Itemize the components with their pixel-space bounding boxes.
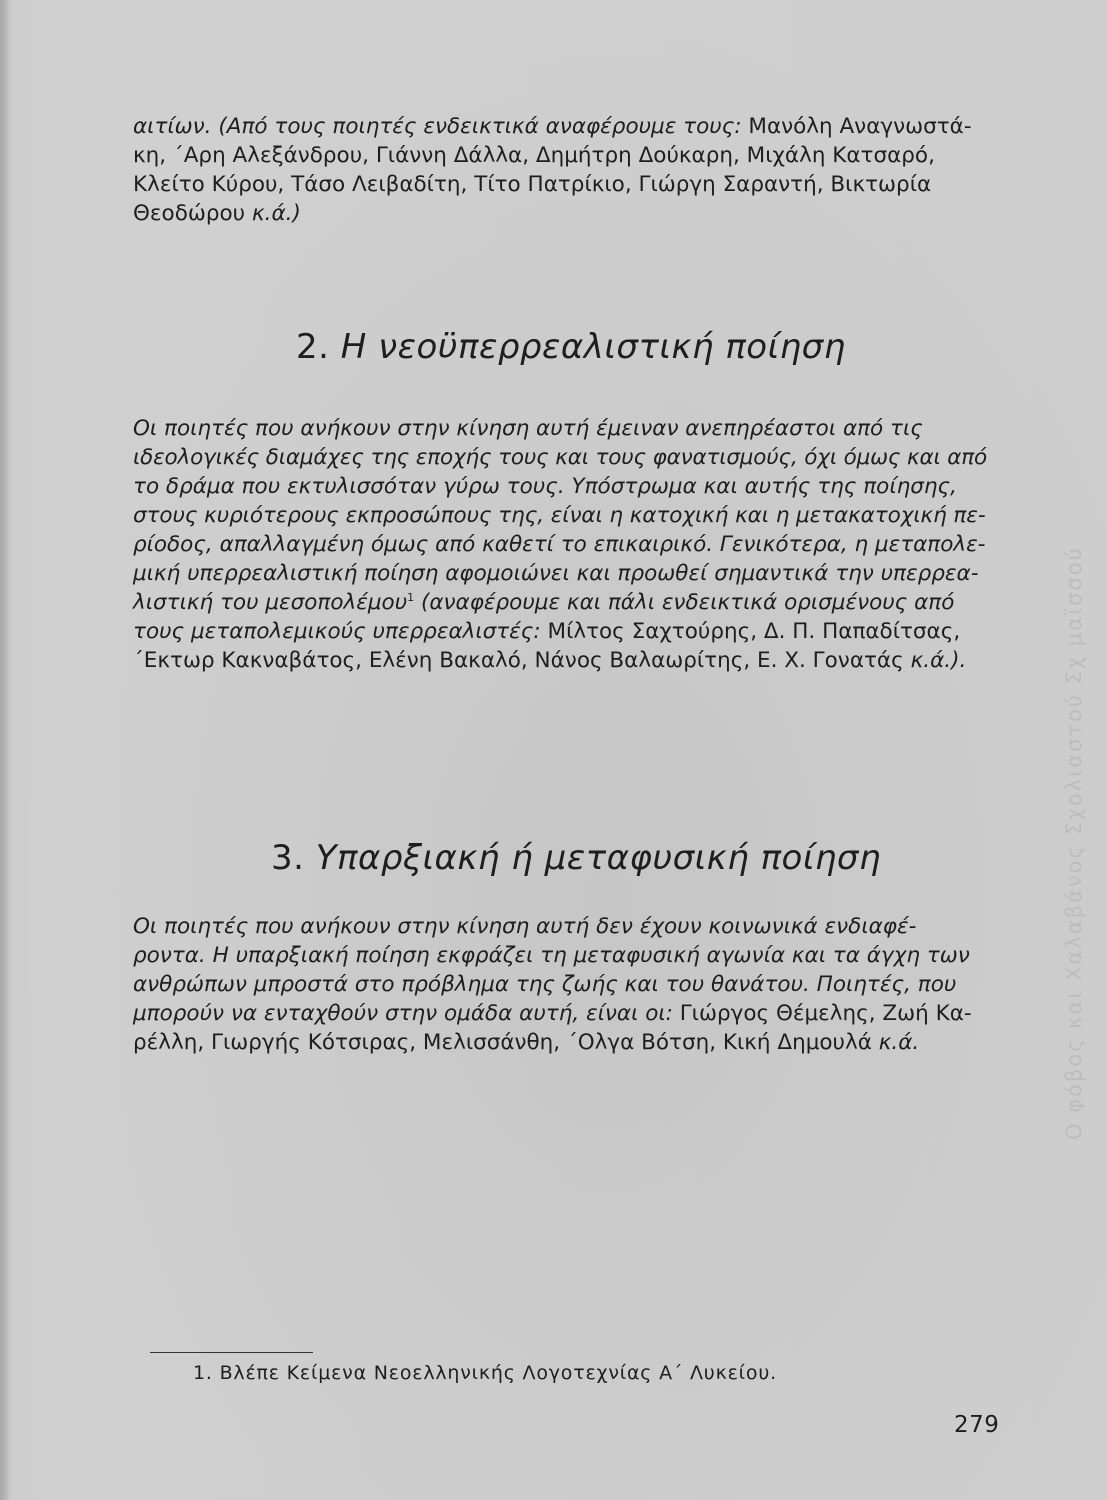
text-run: μπορούν να ενταχθούν στην ομάδα αυτή, είναι οι: — [133, 1001, 680, 1026]
text-run: κ.ά.). — [910, 648, 967, 673]
text-line — [133, 912, 985, 941]
text-run: το δράμα που εκτυλισσόταν γύρω τους. Υπόστρωμα και αυτής της ποίησης, — [133, 474, 957, 499]
text-run: Γιώργος Θέμελης, Ζωή Κα- — [679, 1001, 972, 1026]
text-run: Οι ποιητές που ανήκουν στην κίνηση αυτή δεν έχουν κοινωνικά ενδιαφέ- — [133, 914, 917, 939]
text-run: Οι ποιητές που ανήκουν στην κίνηση αυτή έμειναν ανεπηρέαστοι από τις — [133, 416, 923, 441]
text-run: κ.ά. — [878, 1030, 920, 1055]
text-run: Μίλτος Σαχτούρης, Δ. Π. Παπαδίτσας, — [547, 619, 961, 644]
intro-paragraph — [133, 112, 985, 228]
text-line — [133, 472, 985, 501]
text-run: ρίοδος, απαλλαγμένη όμως από καθετί το επικαιρικό. Γενικότερα, η μεταπολε- — [133, 532, 986, 557]
spine-shadow — [0, 0, 10, 1500]
text-line — [133, 112, 985, 141]
text-run: ροντα. Η υπαρξιακή ποίηση εκφράζει τη μεταφυσική αγωνία και τα άγχη των — [133, 943, 970, 968]
footnote-marker: 1 — [407, 590, 415, 604]
section-3-heading — [271, 838, 881, 878]
section-3-number: 3. — [271, 838, 305, 878]
section-2-paragraph — [133, 414, 988, 675]
text-run: Θεοδώρου — [133, 201, 252, 226]
text-line — [133, 443, 988, 472]
intro-text — [133, 112, 985, 228]
section-3-title: Υπαρξιακή ή μεταφυσική ποίηση — [315, 838, 881, 878]
text-run: Μανόλη Αναγνωστά- — [748, 114, 972, 139]
text-run: αιτίων. (Από τους ποιητές ενδεικτικά αναφέρουμε τους: — [133, 114, 749, 139]
text-line — [133, 941, 985, 970]
text-run: μική υπερρεαλιστική ποίηση αφομοιώνει και προωθεί σημαντικά την υπερρεα- — [133, 561, 979, 586]
text-run: Κλείτο Κύρου, Τάσο Λειβαδίτη, Τίτο Πατρίκιο, Γιώργη Σαραντή, Βικτωρία — [133, 172, 932, 197]
text-run: ανθρώπων μπροστά στο πρόβλημα της ζωής και του θανάτου. Ποιητές, που — [133, 972, 957, 997]
text-run: λιστική του μεσοπολέμου — [133, 590, 408, 615]
section-2-number: 2. — [296, 327, 330, 367]
text-run: ΄Εκτωρ Κακναβάτος, Ελένη Βακαλό, Νάνος Βαλαωρίτης, Ε. Χ. Γονατάς — [133, 648, 911, 673]
text-line — [133, 559, 985, 588]
text-run: κη, ΄Αρη Αλεξάνδρου, Γιάννη Δάλλα, Δημήτρη Δούκαρη, Μιχάλη Κατσαρό, — [133, 143, 935, 168]
text-line — [133, 141, 985, 170]
text-line — [133, 999, 985, 1028]
section-2-text — [133, 414, 988, 675]
text-line — [133, 617, 985, 646]
section-3-text — [133, 912, 985, 1057]
text-line — [133, 414, 985, 443]
section-2-title: Η νεοϋπερρεαλιστική ποίηση — [340, 327, 846, 367]
text-run: ρέλλη, Γιωργής Κότσιρας, Μελισσάνθη, ΄Ολγα Βότση, Κική Δημουλά — [133, 1030, 879, 1055]
text-line — [133, 530, 985, 559]
text-line — [133, 199, 985, 228]
text-run: ιδεολογικές διαμάχες της εποχής τους και τους φανατισμούς, όχι όμως και από — [133, 445, 988, 470]
text-run: στους κυριότερους εκπροσώπους της, είναι η κατοχική και η μετακατοχική πε- — [133, 503, 986, 528]
text-line — [133, 501, 985, 530]
show-through-text: Ο φόβος και Χαλαβάνος Σχολιαστού Σχ μαϊσσού — [1062, 546, 1086, 1140]
footnote-rule — [150, 1352, 313, 1353]
text-line — [133, 588, 985, 617]
text-run: τους μεταπολεμικούς υπερρεαλιστές: — [133, 619, 548, 644]
section-3-paragraph — [133, 912, 985, 1057]
text-line — [133, 170, 985, 199]
text-line — [133, 970, 985, 999]
section-2-heading — [296, 327, 846, 367]
text-line — [133, 646, 985, 675]
text-run: κ.ά.) — [251, 201, 301, 226]
text-run: (αναφέρουμε και πάλι ενδεικτικά ορισμένους από — [414, 590, 955, 615]
text-line — [133, 1028, 985, 1057]
footnote: 1. Βλέπε Κείμενα Νεοελληνικής Λογοτεχνίας Α΄ Λυκείου. — [193, 1362, 777, 1384]
page-number: 279 — [954, 1412, 1000, 1438]
